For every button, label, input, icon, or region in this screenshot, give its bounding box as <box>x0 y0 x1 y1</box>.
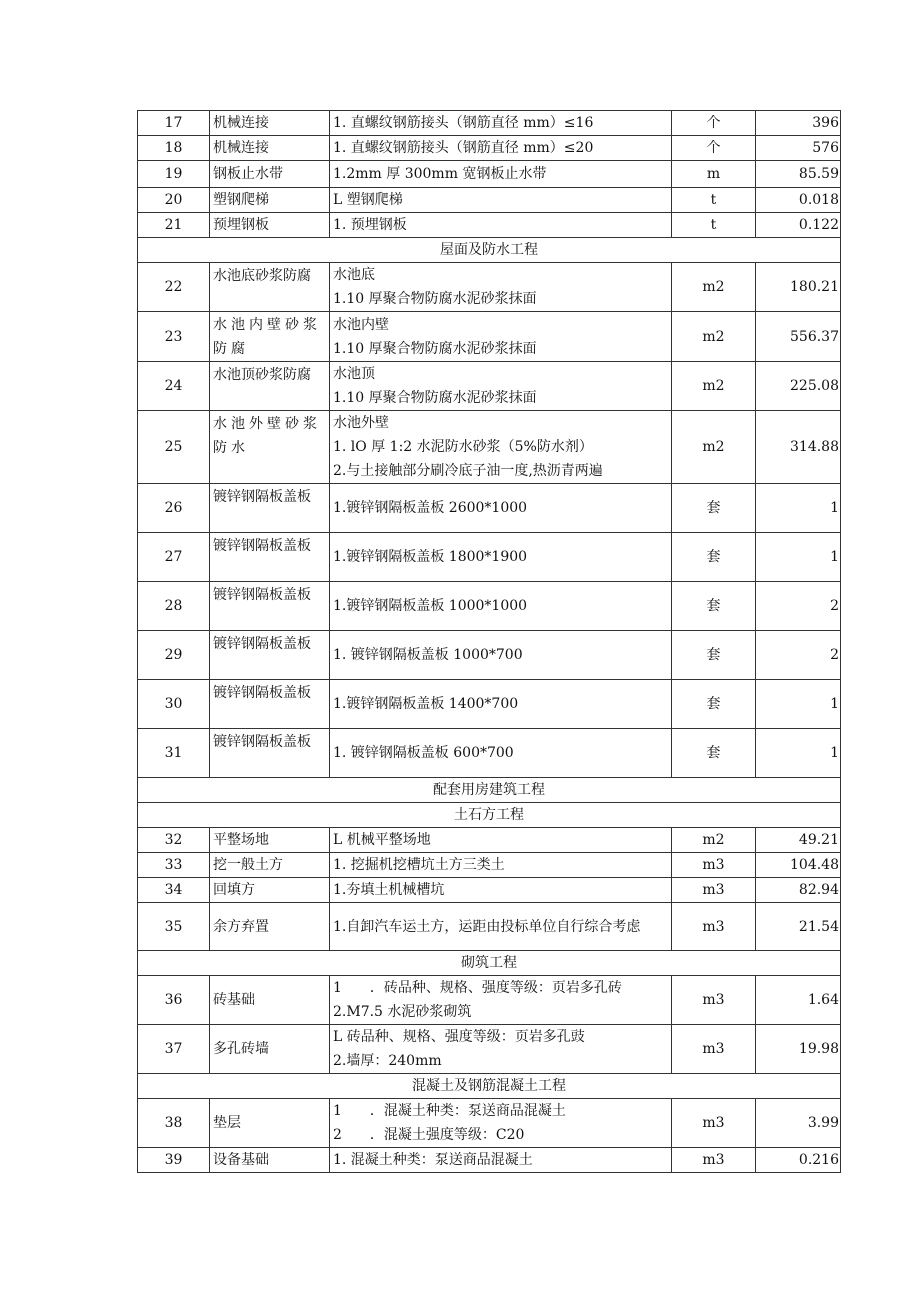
item-name: 镀锌钢隔板盖板 <box>210 582 330 631</box>
table-row <box>138 263 841 312</box>
item-name: 镀锌钢隔板盖板 <box>210 680 330 729</box>
feature-line: 1.镀锌钢隔板盖板 1400*700 <box>333 696 519 712</box>
table-row <box>138 903 841 951</box>
feature-line: 1. 挖掘机挖槽坑土方三类土 <box>333 857 505 873</box>
item-number: 23 <box>138 312 210 362</box>
table-row <box>138 976 841 1025</box>
item-features <box>330 213 672 238</box>
item-name: 水池底砂浆防腐 <box>210 263 330 312</box>
feature-line: L 塑钢爬梯 <box>333 192 403 208</box>
table-row <box>138 533 841 582</box>
item-quantity: 180.21 <box>756 263 841 312</box>
item-unit: m3 <box>672 976 756 1025</box>
item-quantity: 1.64 <box>756 976 841 1025</box>
item-name: 镀锌钢隔板盖板 <box>210 729 330 778</box>
section-header-row <box>138 238 841 263</box>
item-number: 27 <box>138 533 210 582</box>
section-title: 土石方工程 <box>138 803 841 828</box>
item-unit: m3 <box>672 1148 756 1173</box>
table-row <box>138 411 841 484</box>
item-features <box>330 111 672 136</box>
item-features <box>330 878 672 903</box>
item-features <box>330 1025 672 1074</box>
item-number: 37 <box>138 1025 210 1074</box>
feature-line: 1. 直螺纹钢筋接头（钢筋直径 mm）≤20 <box>333 140 594 156</box>
section-header-row <box>138 951 841 976</box>
feature-line: 1 ．混凝土种类：泵送商品混凝土 <box>333 1103 566 1119</box>
feature-line: 1. 镀锌钢隔板盖板 1000*700 <box>333 647 523 663</box>
item-features <box>330 582 672 631</box>
item-unit: m2 <box>672 312 756 362</box>
feature-line: 1.夯填土机械槽坑 <box>333 882 445 898</box>
item-name: 砖基础 <box>210 976 330 1025</box>
item-name: 镀锌钢隔板盖板 <box>210 631 330 680</box>
item-unit: m3 <box>672 1025 756 1074</box>
feature-line: 1.10 厚聚合物防腐水泥砂浆抹面 <box>333 291 537 307</box>
section-header-row <box>138 1074 841 1099</box>
item-features <box>330 533 672 582</box>
item-name: 挖一般土方 <box>210 853 330 878</box>
feature-line: 水池底 <box>333 267 375 283</box>
item-features <box>330 631 672 680</box>
section-title: 砌筑工程 <box>138 951 841 976</box>
item-number: 17 <box>138 111 210 136</box>
table-row <box>138 188 841 213</box>
item-features <box>330 161 672 188</box>
item-quantity: 1 <box>756 680 841 729</box>
table-row <box>138 312 841 362</box>
table-row <box>138 484 841 533</box>
item-number: 31 <box>138 729 210 778</box>
table-row <box>138 631 841 680</box>
feature-line: 1.10 厚聚合物防腐水泥砂浆抹面 <box>333 340 537 357</box>
feature-line: 2.与土接触部分刷冷底子油一度,热沥青两遍 <box>333 463 603 479</box>
item-number: 39 <box>138 1148 210 1173</box>
item-name: 平整场地 <box>210 828 330 853</box>
item-number: 26 <box>138 484 210 533</box>
item-number: 19 <box>138 161 210 188</box>
item-unit: m2 <box>672 828 756 853</box>
item-quantity: 82.94 <box>756 878 841 903</box>
item-unit: 套 <box>672 631 756 680</box>
item-quantity: 19.98 <box>756 1025 841 1074</box>
item-quantity: 1 <box>756 729 841 778</box>
bill-of-quantities-table <box>137 110 841 1173</box>
table-row <box>138 1148 841 1173</box>
table-row <box>138 1099 841 1148</box>
item-features <box>330 136 672 161</box>
item-number: 35 <box>138 903 210 951</box>
table-row <box>138 680 841 729</box>
item-quantity: 85.59 <box>756 161 841 188</box>
item-features <box>330 729 672 778</box>
item-unit: m2 <box>672 362 756 411</box>
section-header-row <box>138 778 841 803</box>
item-name: 水池外壁砂浆防水 <box>210 411 330 484</box>
feature-line: 1 ．砖品种、规格、强度等级：页岩多孔砖 <box>333 980 622 996</box>
item-unit: 套 <box>672 729 756 778</box>
table-row <box>138 729 841 778</box>
item-number: 20 <box>138 188 210 213</box>
feature-line: 1.2mm 厚 300mm 宽钢板止水带 <box>333 166 547 182</box>
item-unit: 套 <box>672 582 756 631</box>
item-number: 25 <box>138 411 210 484</box>
item-features <box>330 188 672 213</box>
item-unit: m2 <box>672 411 756 484</box>
item-unit: m2 <box>672 263 756 312</box>
item-number: 28 <box>138 582 210 631</box>
item-quantity: 2 <box>756 631 841 680</box>
item-name: 回填方 <box>210 878 330 903</box>
feature-line: 1. 混凝土种类：泵送商品混凝土 <box>333 1152 533 1168</box>
feature-line: 水池内壁 <box>333 316 389 333</box>
feature-line: 水池顶 <box>333 366 375 382</box>
item-quantity: 314.88 <box>756 411 841 484</box>
section-header-row <box>138 803 841 828</box>
table-row <box>138 136 841 161</box>
item-unit: 个 <box>672 111 756 136</box>
table-row <box>138 362 841 411</box>
table-row <box>138 582 841 631</box>
item-number: 33 <box>138 853 210 878</box>
item-features <box>330 362 672 411</box>
item-number: 36 <box>138 976 210 1025</box>
table-row <box>138 828 841 853</box>
item-features <box>330 263 672 312</box>
item-quantity: 225.08 <box>756 362 841 411</box>
feature-line: L 砖品种、规格、强度等级：页岩多孔豉 <box>333 1029 585 1045</box>
item-name: 多孔砖墙 <box>210 1025 330 1074</box>
table-row <box>138 1025 841 1074</box>
item-quantity: 21.54 <box>756 903 841 951</box>
item-features <box>330 680 672 729</box>
table-row <box>138 111 841 136</box>
item-unit: m3 <box>672 1099 756 1148</box>
item-quantity: 1 <box>756 484 841 533</box>
item-features <box>330 484 672 533</box>
bill-of-quantities-sheet <box>137 110 840 1173</box>
item-features <box>330 411 672 484</box>
item-number: 22 <box>138 263 210 312</box>
item-number: 38 <box>138 1099 210 1148</box>
item-unit: m3 <box>672 853 756 878</box>
item-name: 镀锌钢隔板盖板 <box>210 533 330 582</box>
item-unit: m <box>672 161 756 188</box>
item-unit: 个 <box>672 136 756 161</box>
feature-line: 1.镀锌钢隔板盖板 1800*1900 <box>333 549 528 565</box>
item-name: 余方弃置 <box>210 903 330 951</box>
item-number: 30 <box>138 680 210 729</box>
feature-line: 水池外壁 <box>333 415 389 431</box>
feature-line: 1. 预埋钢板 <box>333 217 407 233</box>
item-number: 32 <box>138 828 210 853</box>
item-name: 镀锌钢隔板盖板 <box>210 484 330 533</box>
item-unit: t <box>672 188 756 213</box>
item-unit: m3 <box>672 878 756 903</box>
item-unit: t <box>672 213 756 238</box>
item-name: 设备基础 <box>210 1148 330 1173</box>
item-name: 机械连接 <box>210 111 330 136</box>
item-features <box>330 1148 672 1173</box>
section-title: 屋面及防水工程 <box>138 238 841 263</box>
item-quantity: 396 <box>756 111 841 136</box>
item-features <box>330 853 672 878</box>
item-features <box>330 312 672 362</box>
feature-line: 1.10 厚聚合物防腐水泥砂浆抹面 <box>333 390 537 406</box>
item-quantity: 0.018 <box>756 188 841 213</box>
item-number: 21 <box>138 213 210 238</box>
feature-line: 1. 直螺纹钢筋接头（钢筋直径 mm）≤16 <box>333 115 594 131</box>
feature-line: 1. 镀锌钢隔板盖板 600*700 <box>333 745 514 761</box>
item-name: 塑钢爬梯 <box>210 188 330 213</box>
table-row <box>138 853 841 878</box>
item-quantity: 576 <box>756 136 841 161</box>
item-quantity: 49.21 <box>756 828 841 853</box>
item-name: 水池内壁砂浆防腐 <box>210 312 330 362</box>
feature-line: 1.镀锌钢隔板盖板 1000*1000 <box>333 598 528 614</box>
table-row <box>138 161 841 188</box>
feature-line: 2.墙厚：240mm <box>333 1053 442 1069</box>
item-features <box>330 1099 672 1148</box>
item-quantity: 556.37 <box>756 312 841 362</box>
item-unit: 套 <box>672 680 756 729</box>
feature-line: 2.M7.5 水泥砂浆砌筑 <box>333 1004 472 1020</box>
item-number: 29 <box>138 631 210 680</box>
item-number: 18 <box>138 136 210 161</box>
table-row <box>138 213 841 238</box>
item-quantity: 2 <box>756 582 841 631</box>
item-unit: m3 <box>672 903 756 951</box>
feature-line: 2 ．混凝土强度等级：C20 <box>333 1127 525 1143</box>
item-number: 24 <box>138 362 210 411</box>
item-name: 预埋钢板 <box>210 213 330 238</box>
item-unit: 套 <box>672 533 756 582</box>
table-row <box>138 878 841 903</box>
item-features <box>330 976 672 1025</box>
item-features <box>330 828 672 853</box>
item-quantity: 3.99 <box>756 1099 841 1148</box>
feature-line: L 机械平整场地 <box>333 832 431 848</box>
item-name: 水池顶砂浆防腐 <box>210 362 330 411</box>
item-number: 34 <box>138 878 210 903</box>
item-quantity: 0.216 <box>756 1148 841 1173</box>
item-quantity: 104.48 <box>756 853 841 878</box>
feature-line: 1.自卸汽车运土方，运距由投标单位自行综合考虑 <box>333 918 641 935</box>
item-name: 垫层 <box>210 1099 330 1148</box>
item-name: 机械连接 <box>210 136 330 161</box>
section-title: 配套用房建筑工程 <box>138 778 841 803</box>
item-unit: 套 <box>672 484 756 533</box>
feature-line: 1. lO 厚 1:2 水泥防水砂浆（5%防水剂） <box>333 439 593 455</box>
feature-line: 1.镀锌钢隔板盖板 2600*1000 <box>333 500 528 516</box>
item-features <box>330 903 672 951</box>
item-quantity: 0.122 <box>756 213 841 238</box>
item-name: 钢板止水带 <box>210 161 330 188</box>
section-title: 混凝土及钢筋混凝土工程 <box>138 1074 841 1099</box>
item-quantity: 1 <box>756 533 841 582</box>
